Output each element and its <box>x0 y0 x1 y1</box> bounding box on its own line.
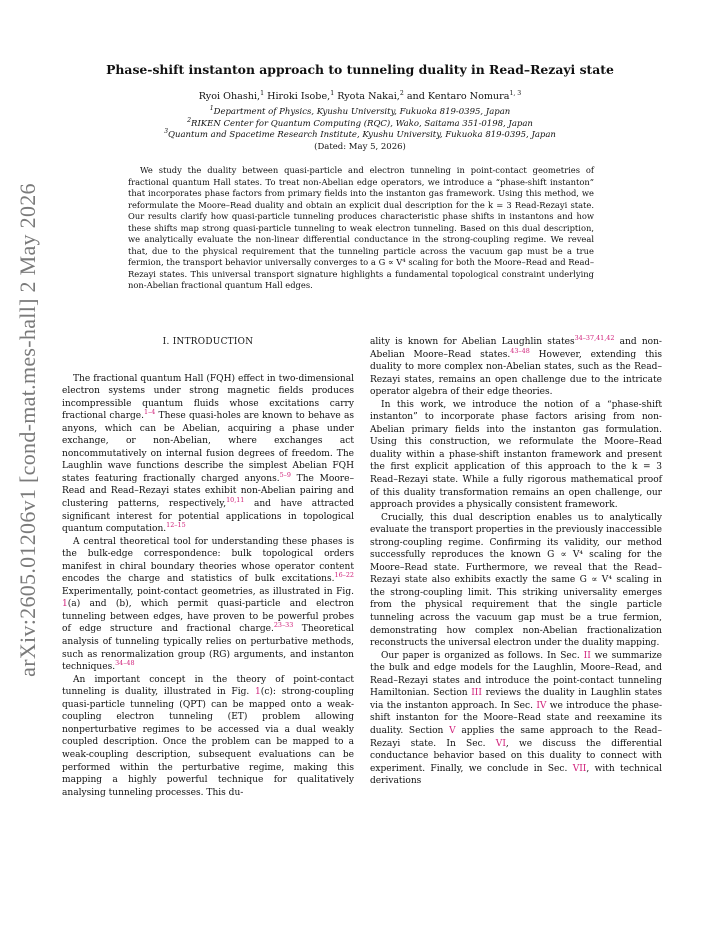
section-link[interactable]: VI <box>495 738 506 749</box>
section-link[interactable]: IV <box>536 700 547 711</box>
author-affiliation-mark: 1 <box>260 89 265 97</box>
citation-link[interactable]: 10,11 <box>226 496 245 504</box>
author-affiliation-mark: 2 <box>399 89 404 97</box>
affiliation-line <box>0 130 720 142</box>
citation-link[interactable]: 16–22 <box>334 571 354 580</box>
affiliation-text: RIKEN Center for Quantum Computing (RQC), Wako, Saitama 351-0198, Japan <box>191 118 533 129</box>
author: Ryota Nakai, <box>337 91 400 102</box>
arxiv-sidebar-stamp <box>6 183 50 677</box>
right-column <box>370 333 663 788</box>
affiliation-number: 1 <box>209 105 214 113</box>
section-link[interactable]: III <box>471 688 482 699</box>
paragraph: In this work, we introduce the notion of a “phase-shift instanton” to incorporate phase factors arising from non-Abelian primary fields into the instanton gas formulation. Using this construction, we reformulate the Moore–Read duality within a phase-shift instanton framework and present the first explicit application of this approach to the k = 3 Read–Rezayi state. While a fully rigorous mathematical proof of this duality transformation remains an open challenge, our approach provides a physically consistent framework. <box>370 399 662 511</box>
dated-line: (Dated: May 5, 2026) <box>314 141 406 152</box>
section-link[interactable]: V <box>449 725 456 736</box>
paper-title: Phase-shift instanton approach to tunneling duality in Read–Rezayi state <box>106 62 614 77</box>
author: Ryoi Ohashi, <box>198 91 261 102</box>
paragraph: The fractional quantum Hall (FQH) effect in two-dimensional electron systems under strong magnetic fields produces incompressible quantum fluids whose excitations carry fractional charge.$^{1-4}$ These quasi-holes are known to behave as anyons, which can be Abelian, acquiring a phase under exchange, or non-Abelian, where exchanges act noncommutatively on internal fusion degrees of freedom. The Laughlin wave functions describe the simplest Abelian FQH states featuring fractionally charged anyons.$^{5-9}$ The Moore–Read and Read–Rezayi states exhibit non-Abelian pairing and clustering patterns, respectively,$^{10,11}$ and have attracted significant interest for potential applications in topological quantum computation.$^{12-15}$ <box>62 373 354 535</box>
affiliation-line <box>0 107 720 119</box>
abstract-text: We study the duality between quasi-particle and electron tunneling in point-contact geometries of fractional quantum Hall states. To treat non-Abelian edge operators, we introduce a “phase-shift instanton” that incorporates phase factors from primary fields into the instanton gas framework. Using this method, we reformulate the Moore–Read duality and obtain an explicit dual description for the k = 3 Read-Rezayi state. Our results clarify how quasi-particle tunneling produces characteristic phase shifts in instantons and how these shifts map strong quasi-particle tunneling to weak electron tunneling. Based on this dual description, we analytically evaluate the non-linear differential conductance in the strong-coupling regime. We reveal that, due to the physical requirement that the tunneling particle across the vacuum gap must be a true fermion, the transport behavior universally converges to a G ∝ V⁴ scaling for both the Moore–Read and Read–Rezayi states. This universal transport signature highlights a fundamental topological constraint underlying non-Abelian fractional quantum Hall edges. <box>128 165 594 290</box>
paragraph: A central theoretical tool for understanding these phases is the bulk-edge correspondence: bulk topological orders manifest in chiral boundary theories whose operator content encodes the charge and statistics of bulk excitations.$^{16-22}$ Experimentally, point-contact geometries, as illustrated in Fig. 1(a) and (b), which permit quasi-particle and electron tunneling between edges, have proven to be powerful probes of edge structure and fractional charge.$^{23-33}$ Theoretical analysis of tunneling typically relies on perturbative methods, such as renormalization group (RG) arguments, and instanton techniques.$^{34-48}$ <box>62 536 355 673</box>
abstract <box>128 165 594 292</box>
section-link[interactable]: VII <box>572 763 587 774</box>
figure-link[interactable]: 1 <box>62 599 68 610</box>
citation-link[interactable]: 1–4 <box>144 408 156 417</box>
affiliation-text: Quantum and Spacetime Research Institute, Kyushu University, Fukuoka 819-0395, Japan <box>168 130 556 141</box>
figure-link[interactable]: 1 <box>255 687 261 698</box>
citation-link[interactable]: 43–48 <box>510 346 530 355</box>
citation-link[interactable]: 12–15 <box>166 521 186 530</box>
left-column <box>62 334 354 799</box>
citation-link[interactable]: 34–37,41,42 <box>574 333 615 342</box>
author-affiliation-mark: 1 <box>330 89 335 97</box>
paragraph: Our paper is organized as follows. In Sec. II we summarize the bulk and edge models for the Laughlin, Moore–Read, and Read–Rezayi states and introduce the point-contact tunneling Hamiltonian. Section III reviews the duality in Laughlin states via the instanton approach. In Sec. IV we introduce the phase-shift instanton for the Moore–Read state and reexamine its duality. Section V applies the same approach to the Read–Rezayi state. In Sec. VI, we discuss the differential conductance behavior based on this duality to connect with experiment. Finally, we conclude in Sec. VII, with technical derivations <box>370 650 663 787</box>
author-affiliation-mark: 1, 3 <box>509 89 522 97</box>
arxiv-identifier: arXiv:2605.01206v1 [cond-mat.mes-hall] 2 May 2026 <box>15 183 40 677</box>
section-link[interactable]: II <box>583 650 591 661</box>
citation-link[interactable]: 23–33 <box>273 621 294 630</box>
affiliation-line <box>0 116 720 131</box>
paragraph: Crucially, this dual description enables us to analytically evaluate the transport properties in the previously inaccessible strong-coupling regime. Confirming its validity, our method successfully reproduces the known G ∝ V⁴ scaling for the Moore–Read state. Furthermore, we reveal that the Read–Rezayi state also exhibits exactly the same G ∝ V⁴ scaling in the strong-coupling limit. This striking universality emerges from the physical requirement that the single particle tunneling across the vacuum gap must be a true fermion, demonstrating how complex non-Abelian fractionalization reconstructs the universal electron under the duality mapping. <box>370 512 662 649</box>
author: and Kentaro Nomura <box>406 91 510 102</box>
affiliation-number: 3 <box>164 128 169 136</box>
paragraph: An important concept in the theory of point-contact tunneling is duality, illustrated in Fig. 1(c): strong-coupling quasi-particle tunneling (QPT) can be mapped onto a weak-coupling electron tunneling (ET) problem allowing nonperturbative regimes to be accessed via a dual weakly coupled description. Once the problem can be mapped to a weak-coupling description, subsequent evaluations can be performed within the perturbative regime, making this mapping a highly powerful technique for qualitatively analysing tunneling processes. This du- <box>62 674 354 798</box>
citation-link[interactable]: 5–9 <box>279 470 291 479</box>
paragraph: ality is known for Abelian Laughlin states$^{34-37,41,42}$ and non-Abelian Moore–Read states.$^{43-48}$ However, extending this duality to more complex non-Abelian states, such as the Read–Rezayi states, remains an open challenge due to the intricate operator algebra of their edge theories. <box>370 333 663 398</box>
affiliation-number: 2 <box>187 116 192 124</box>
affiliation-block <box>0 107 720 153</box>
section-heading: I. INTRODUCTION <box>162 337 254 347</box>
author-list <box>0 91 720 102</box>
author: Hiroki Isobe, <box>267 91 331 102</box>
affiliation-text: Department of Physics, Kyushu University, Fukuoka 819-0395, Japan <box>213 107 511 117</box>
citation-link[interactable]: 34–48 <box>115 659 135 668</box>
